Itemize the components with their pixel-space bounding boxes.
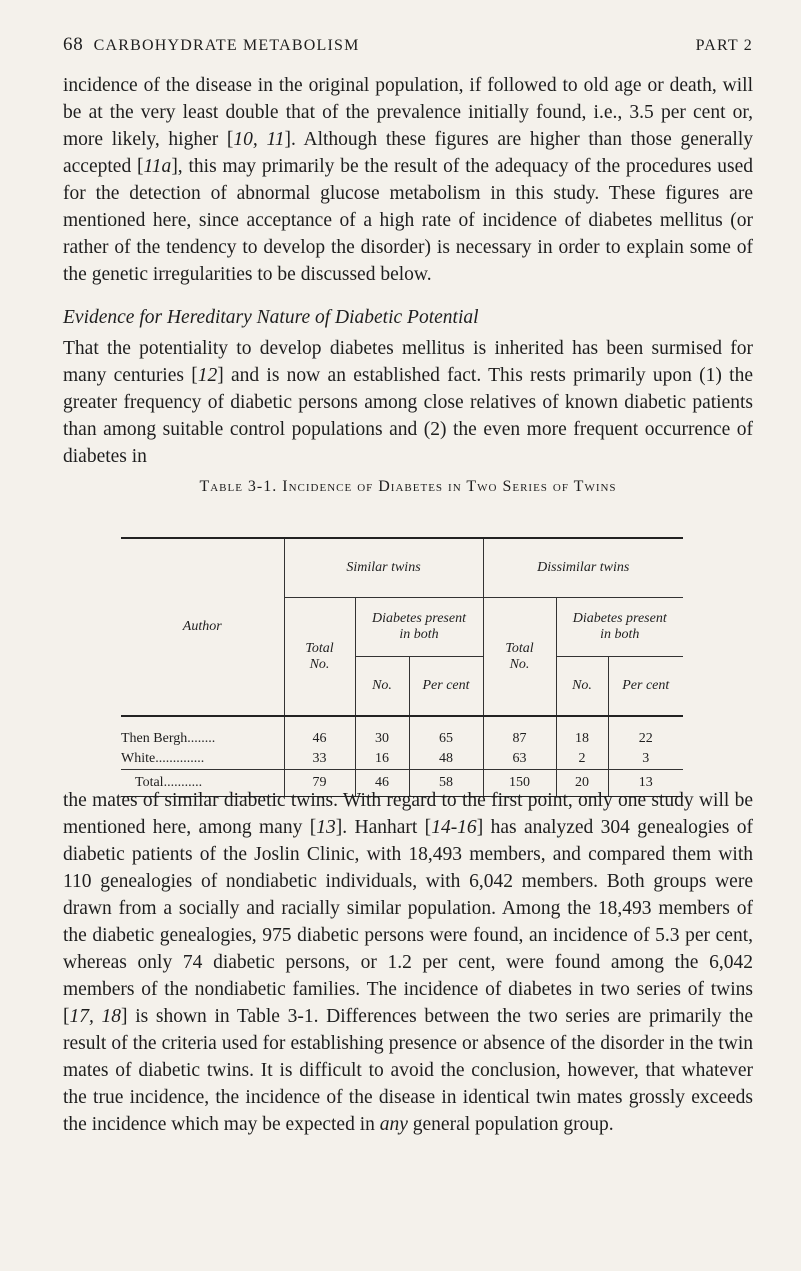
section-heading: Evidence for Hereditary Nature of Diabetic Potential — [63, 307, 479, 328]
table-row — [121, 716, 753, 749]
p2-text-b: ] and is now an established fact. This rests primarily upon (1) the greater frequency of diabetic persons among close relatives of known diabetic patients than among suitable control populations and (2) the even more frequent occurrence of diabetes in — [63, 365, 753, 467]
dis-no-cell: 18 — [556, 716, 608, 749]
dis-total-cell: 87 — [483, 716, 556, 749]
similar-percent-header: Per cent — [409, 657, 483, 717]
p2-citation-a: 12 — [197, 365, 218, 386]
sim-total-cell: 46 — [284, 716, 355, 749]
sim-no-cell: 16 — [355, 749, 409, 770]
paragraph-1 — [63, 72, 753, 288]
dis-pct-cell: 22 — [608, 716, 683, 749]
p1-text-b: ]. Although these figures are higher than those generally accepted [ — [63, 129, 753, 177]
dissimilar-twins-header: Dissimilar twins — [483, 538, 683, 598]
p1-citation-b: 11a — [143, 156, 172, 177]
paragraph-2 — [63, 335, 753, 470]
twins-table — [121, 537, 753, 797]
page-number: 68 — [63, 34, 84, 55]
dis-no-cell: 20 — [556, 770, 608, 797]
sim-pct-cell: 48 — [409, 749, 483, 770]
sim-no-cell: 30 — [355, 716, 409, 749]
sim-no-cell: 46 — [355, 770, 409, 797]
dissimilar-percent-header: Per cent — [608, 657, 683, 717]
p3-emphasis: any — [379, 1114, 408, 1135]
author-cell: Then Bergh........ — [121, 716, 284, 749]
dissimilar-no-header: No. — [556, 657, 608, 717]
p3-citation-b: 14-16 — [431, 817, 477, 838]
part-label: PART 2 — [695, 37, 753, 54]
author-cell: Total........... — [121, 770, 284, 797]
dis-pct-cell: 13 — [608, 770, 683, 797]
similar-no-header: No. — [355, 657, 409, 717]
dissimilar-present-header: Diabetes present in both — [556, 598, 683, 657]
running-head — [63, 34, 753, 56]
dissimilar-total-header: Total No. — [483, 598, 556, 717]
dis-no-cell: 2 — [556, 749, 608, 770]
similar-present-header: Diabetes present in both — [355, 598, 483, 657]
dis-pct-cell: 3 — [608, 749, 683, 770]
sim-pct-cell: 58 — [409, 770, 483, 797]
table-row — [121, 749, 753, 770]
running-head-left — [63, 34, 370, 56]
p3-citation-c: 17, 18 — [69, 1006, 122, 1027]
table-caption: Table 3-1. Incidence of Diabetes in Two Series of Twins — [199, 478, 617, 495]
sim-pct-cell: 65 — [409, 716, 483, 749]
p2-text-a: That the potentiality to develop diabetes mellitus is inherited has been surmised for many centuries [ — [63, 338, 753, 386]
p3-text-c: ] has analyzed 304 genealogies of diabetic patients of the Joslin Clinic, with 18,493 members, and compared them with 110 genealogies of nondiabetic individuals, with 6,042 members. Both groups were drawn from a socially and racially similar population. Among the 18,493 members of the diabetic genealogies, 975 diabetic persons were found, an incidence of 5.3 per cent, whereas only 74 diabetic persons, or 1.2 per cent, were found among the 6,042 members of the nondiabetic families. The incidence of diabetes in two series of twins [ — [63, 817, 753, 1027]
book-page-lower — [63, 787, 753, 1138]
sim-total-cell: 79 — [284, 770, 355, 797]
book-page — [63, 34, 753, 504]
p1-text-a: incidence of the disease in the original population, if followed to old age or death, will be at the very least double that of the prevalence initially found, i.e., 3.5 per cent or, more likely, higher [ — [63, 75, 753, 150]
p3-text-e: general population group. — [407, 1114, 614, 1135]
author-cell: White.............. — [121, 749, 284, 770]
p1-text-c: ], this may primarily be the result of the adequacy of the procedures used for the detection of abnormal glucose metabolism in this study. These figures are mentioned here, since acceptance of a high rate of incidence of diabetes mellitus (or rather of the tendency to develop the disorder) is necessary in order to explain some of the genetic irregularities to be discussed below. — [63, 156, 753, 285]
author-header: Author — [121, 538, 284, 716]
paragraph-3 — [63, 787, 753, 1138]
p1-citation-a: 10, 11 — [233, 129, 285, 150]
similar-total-header: Total No. — [284, 598, 355, 717]
sim-total-cell: 33 — [284, 749, 355, 770]
p3-citation-a: 13 — [316, 817, 336, 838]
dis-total-cell: 150 — [483, 770, 556, 797]
similar-twins-header: Similar twins — [284, 538, 483, 598]
p3-text-d: ] is shown in Table 3-1. Differences between the two series are primarily the result of the criteria used for establishing presence or absence of the disorder in the twin mates of diabetic twins. It is difficult to avoid the conclusion, however, that whatever the true incidence, the incidence of the disease in identical twin mates grossly exceeds the incidence which may be expected in — [63, 1006, 753, 1135]
dis-total-cell: 63 — [483, 749, 556, 770]
p3-text-b: ]. Hanhart [ — [335, 817, 432, 838]
p3-text-a: the mates of similar diabetic twins. With regard to the first point, only one study will be mentioned here, among many [ — [63, 790, 753, 838]
chapter-title: CARBOHYDRATE METABOLISM — [93, 37, 360, 54]
